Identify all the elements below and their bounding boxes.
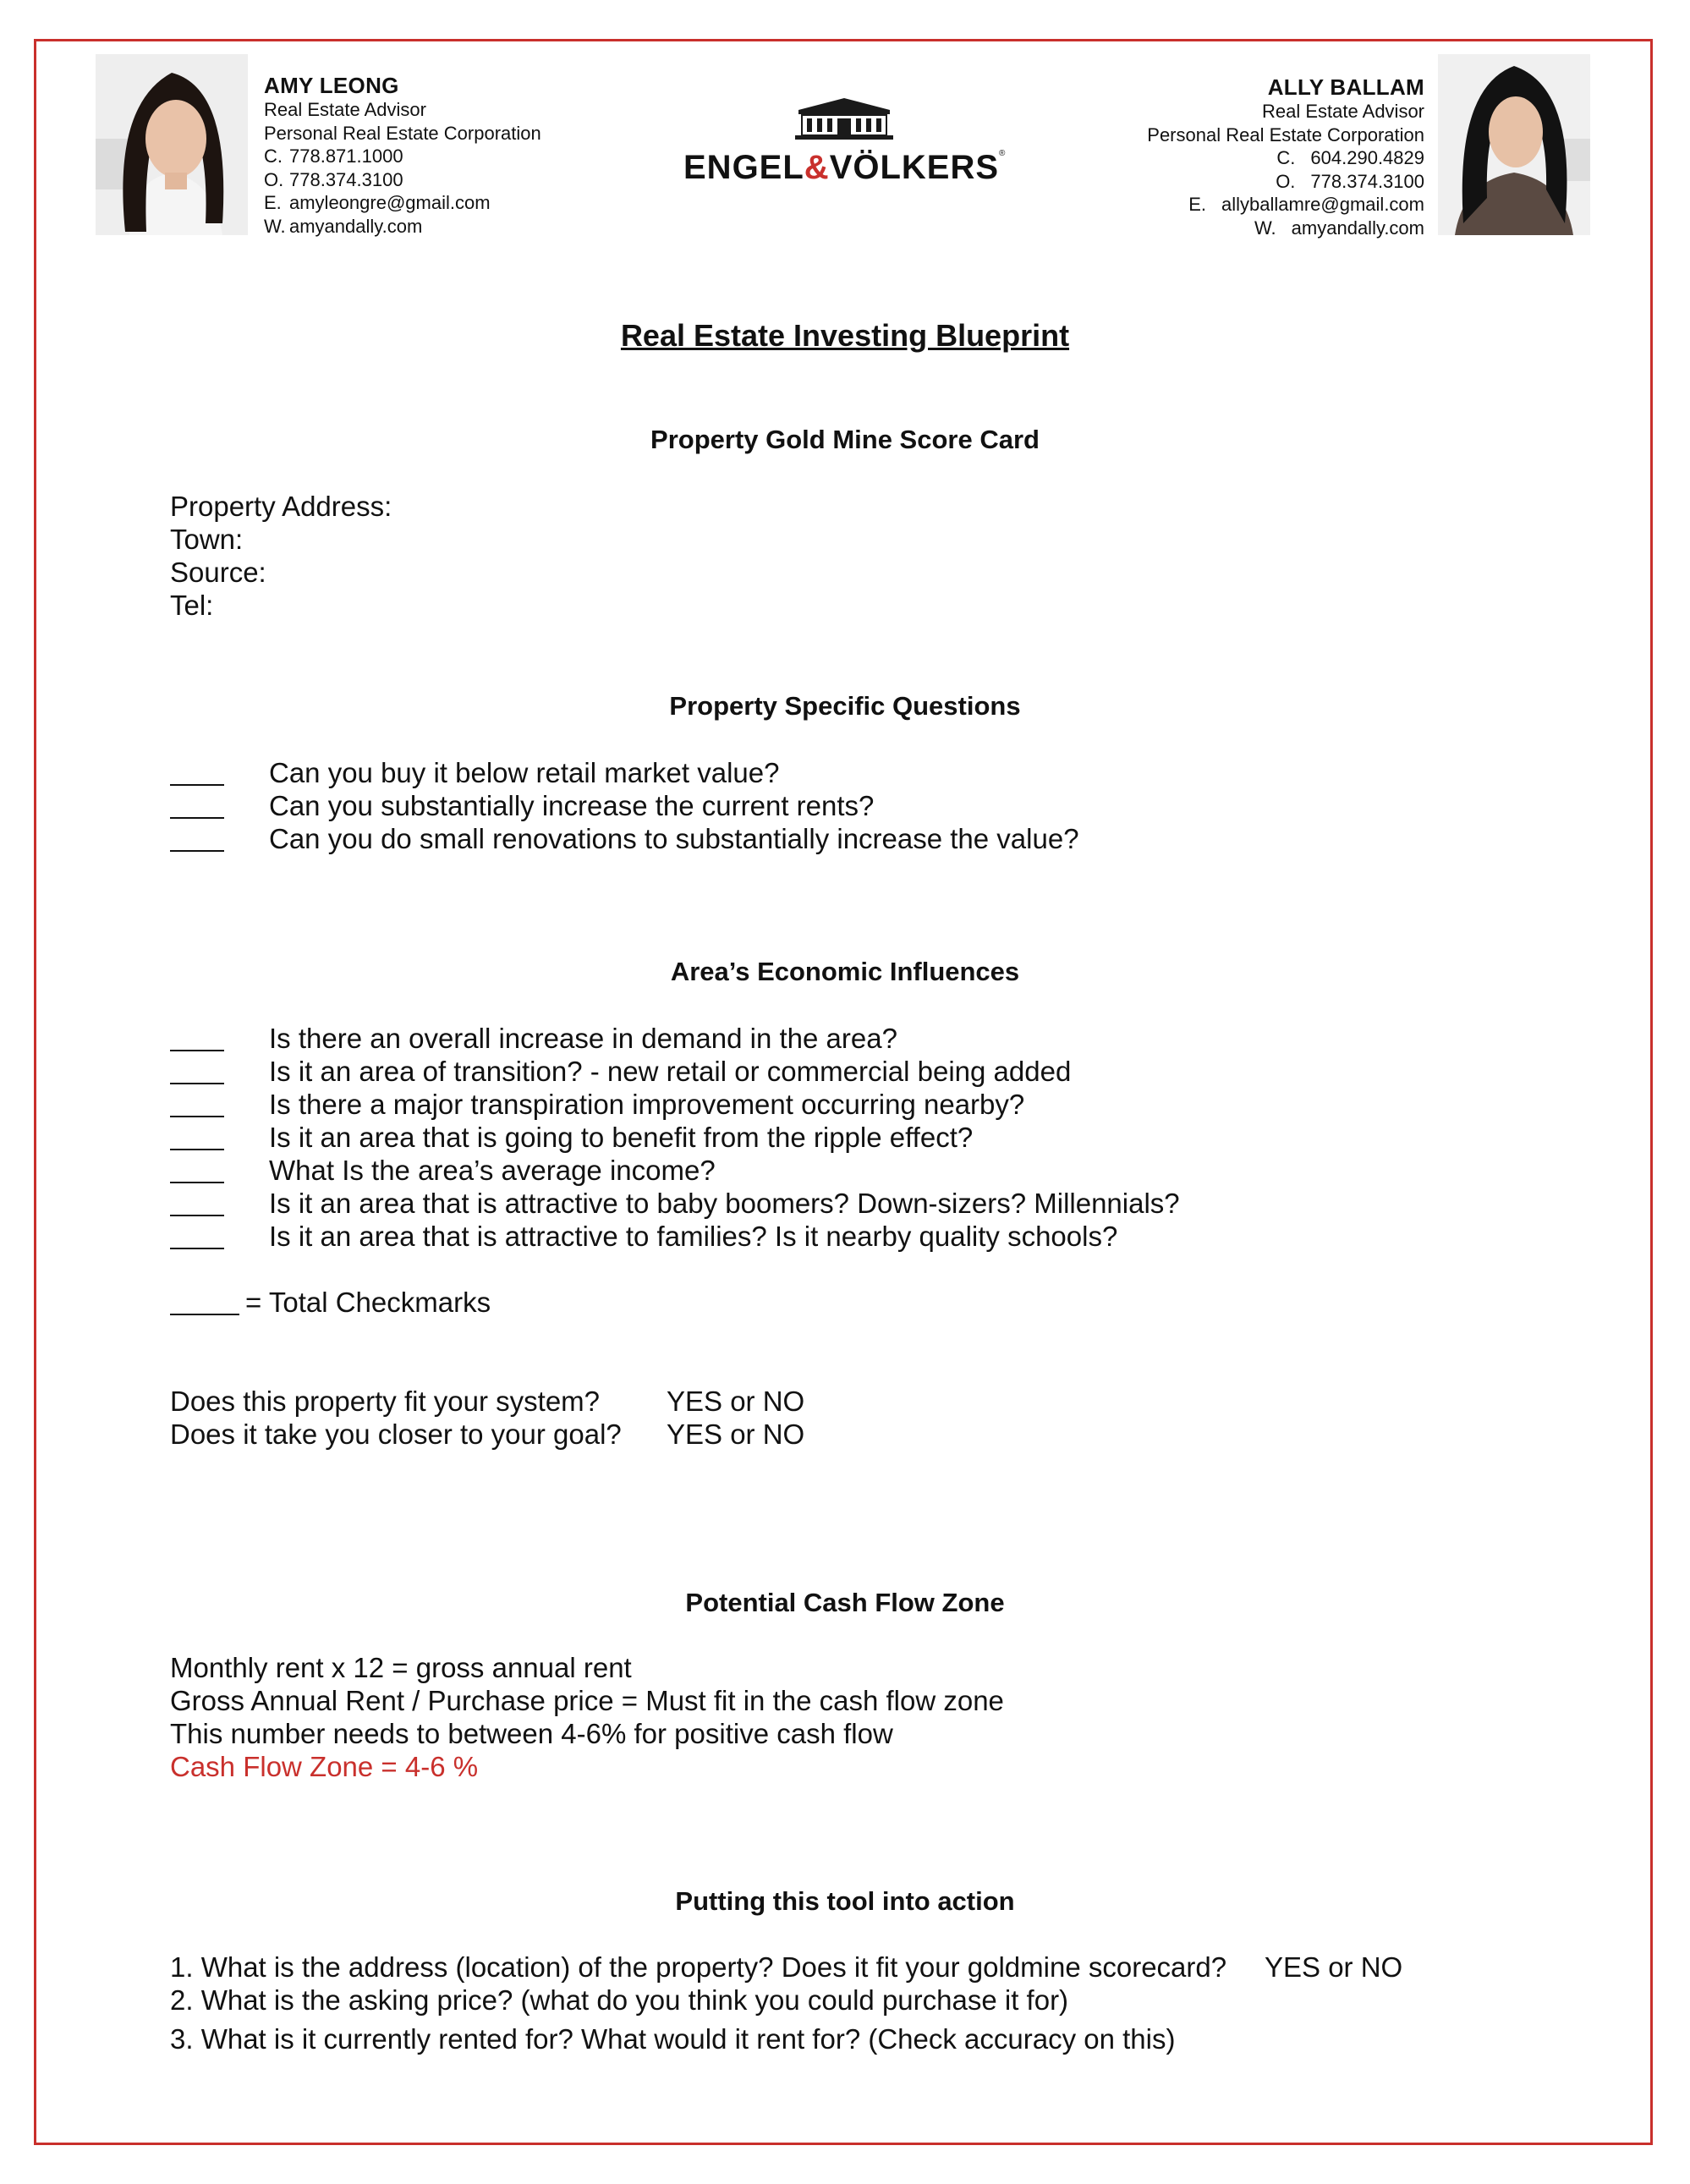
cash-flow-heading: Potential Cash Flow Zone xyxy=(685,1588,1005,1617)
property-address-label: Property Address: xyxy=(170,491,392,522)
cash-flow-line: Gross Annual Rent / Purchase price = Must fit in the cash flow zone xyxy=(170,1685,1004,1716)
building-logo-icon xyxy=(793,96,895,140)
economic-question: Is it an area that is going to benefit from the ripple effect? xyxy=(269,1122,974,1153)
checkbox-blank[interactable] xyxy=(170,1248,224,1249)
property-questions-heading: Property Specific Questions xyxy=(669,691,1021,721)
total-checkmarks-label: = Total Checkmarks xyxy=(245,1287,491,1318)
engel-volkers-logo xyxy=(683,93,1005,186)
right-agent-role: Real Estate Advisor xyxy=(1262,101,1424,122)
action-item: 2. What is the asking price? (what do you think you could purchase it for) xyxy=(170,1984,1069,2016)
property-question: Can you substantially increase the current rents? xyxy=(269,790,875,821)
amy-leong-photo xyxy=(96,54,248,235)
fit-question: Does it take you closer to your goal? xyxy=(170,1419,622,1450)
economic-question: What Is the area’s average income? xyxy=(269,1155,716,1186)
economic-heading: Area’s Economic Influences xyxy=(670,957,1020,986)
economic-question: Is there a major transpiration improvement occurring nearby? xyxy=(269,1089,1025,1120)
right-agent-cell: C. 604.290.4829 xyxy=(1276,147,1424,168)
economic-question: Is there an overall increase in demand in the area? xyxy=(269,1023,897,1054)
left-agent-cell: C. 778.871.1000 xyxy=(264,145,403,167)
property-question: Can you buy it below retail market value? xyxy=(269,757,780,788)
left-agent-contact xyxy=(264,73,541,238)
left-agent-name: AMY LEONG xyxy=(264,73,399,98)
cash-flow-line: This number needs to between 4-6% for positive cash flow xyxy=(170,1718,893,1749)
cash-flow-zone: Cash Flow Zone = 4-6 % xyxy=(170,1751,479,1782)
left-agent-office: O. 778.374.3100 xyxy=(264,168,403,190)
action-item: 3. What is it currently rented for? What would it rent for? (Check accuracy on this) xyxy=(170,2023,1176,2055)
checkbox-blank[interactable] xyxy=(170,784,224,786)
checkbox-blank[interactable] xyxy=(170,1215,224,1216)
action-heading: Putting this tool into action xyxy=(675,1886,1015,1916)
yes-no-answer[interactable]: YES or NO xyxy=(667,1386,805,1417)
checkbox-blank[interactable] xyxy=(170,1182,224,1183)
scorecard-heading: Property Gold Mine Score Card xyxy=(650,425,1040,454)
property-question: Can you do small renovations to substantially increase the value? xyxy=(269,823,1079,854)
economic-question: Is it an area of transition? - new retail or commercial being added xyxy=(269,1056,1072,1087)
town-label: Town: xyxy=(170,524,244,555)
source-label: Source: xyxy=(170,557,266,588)
cash-flow-line: Monthly rent x 12 = gross annual rent xyxy=(170,1652,632,1683)
right-agent-contact xyxy=(1147,74,1424,239)
right-agent-email[interactable]: E. allyballamre@gmail.com xyxy=(1188,194,1424,215)
logo-wordmark: ENGEL&VÖLKERS® xyxy=(683,149,1007,186)
left-agent-role: Real Estate Advisor xyxy=(264,99,426,120)
checkbox-blank[interactable] xyxy=(170,1116,224,1117)
left-agent-company: Personal Real Estate Corporation xyxy=(264,122,541,144)
checkbox-blank[interactable] xyxy=(170,1149,224,1150)
action-item: 1. What is the address (location) of the property? Does it fit your goldmine scorecard? xyxy=(170,1951,1227,1983)
right-agent-website[interactable]: W. amyandally.com xyxy=(1254,217,1424,239)
tel-label: Tel: xyxy=(170,590,214,621)
checkbox-blank[interactable] xyxy=(170,817,224,819)
economic-question: Is it an area that is attractive to families? Is it nearby quality schools? xyxy=(269,1221,1118,1252)
right-agent-name: ALLY BALLAM xyxy=(1267,74,1424,100)
page-title: Real Estate Investing Blueprint xyxy=(620,318,1070,353)
right-agent-office: O. 778.374.3100 xyxy=(1276,170,1424,192)
fit-question: Does this property fit your system? xyxy=(170,1386,601,1417)
right-agent-company: Personal Real Estate Corporation xyxy=(1147,123,1424,145)
checkbox-blank[interactable] xyxy=(170,850,224,852)
yes-no-answer[interactable]: YES or NO xyxy=(1265,1951,1403,1983)
checkbox-blank[interactable] xyxy=(170,1050,224,1051)
total-checkmarks-blank[interactable] xyxy=(170,1314,239,1315)
left-agent-website[interactable]: W. amyandally.com xyxy=(264,215,423,237)
checkbox-blank[interactable] xyxy=(170,1083,224,1084)
yes-no-answer[interactable]: YES or NO xyxy=(667,1419,805,1450)
left-agent-email[interactable]: E. amyleongre@gmail.com xyxy=(264,192,491,213)
ally-ballam-photo xyxy=(1438,54,1590,235)
economic-question: Is it an area that is attractive to baby boomers? Down-sizers? Millennials? xyxy=(269,1188,1180,1219)
